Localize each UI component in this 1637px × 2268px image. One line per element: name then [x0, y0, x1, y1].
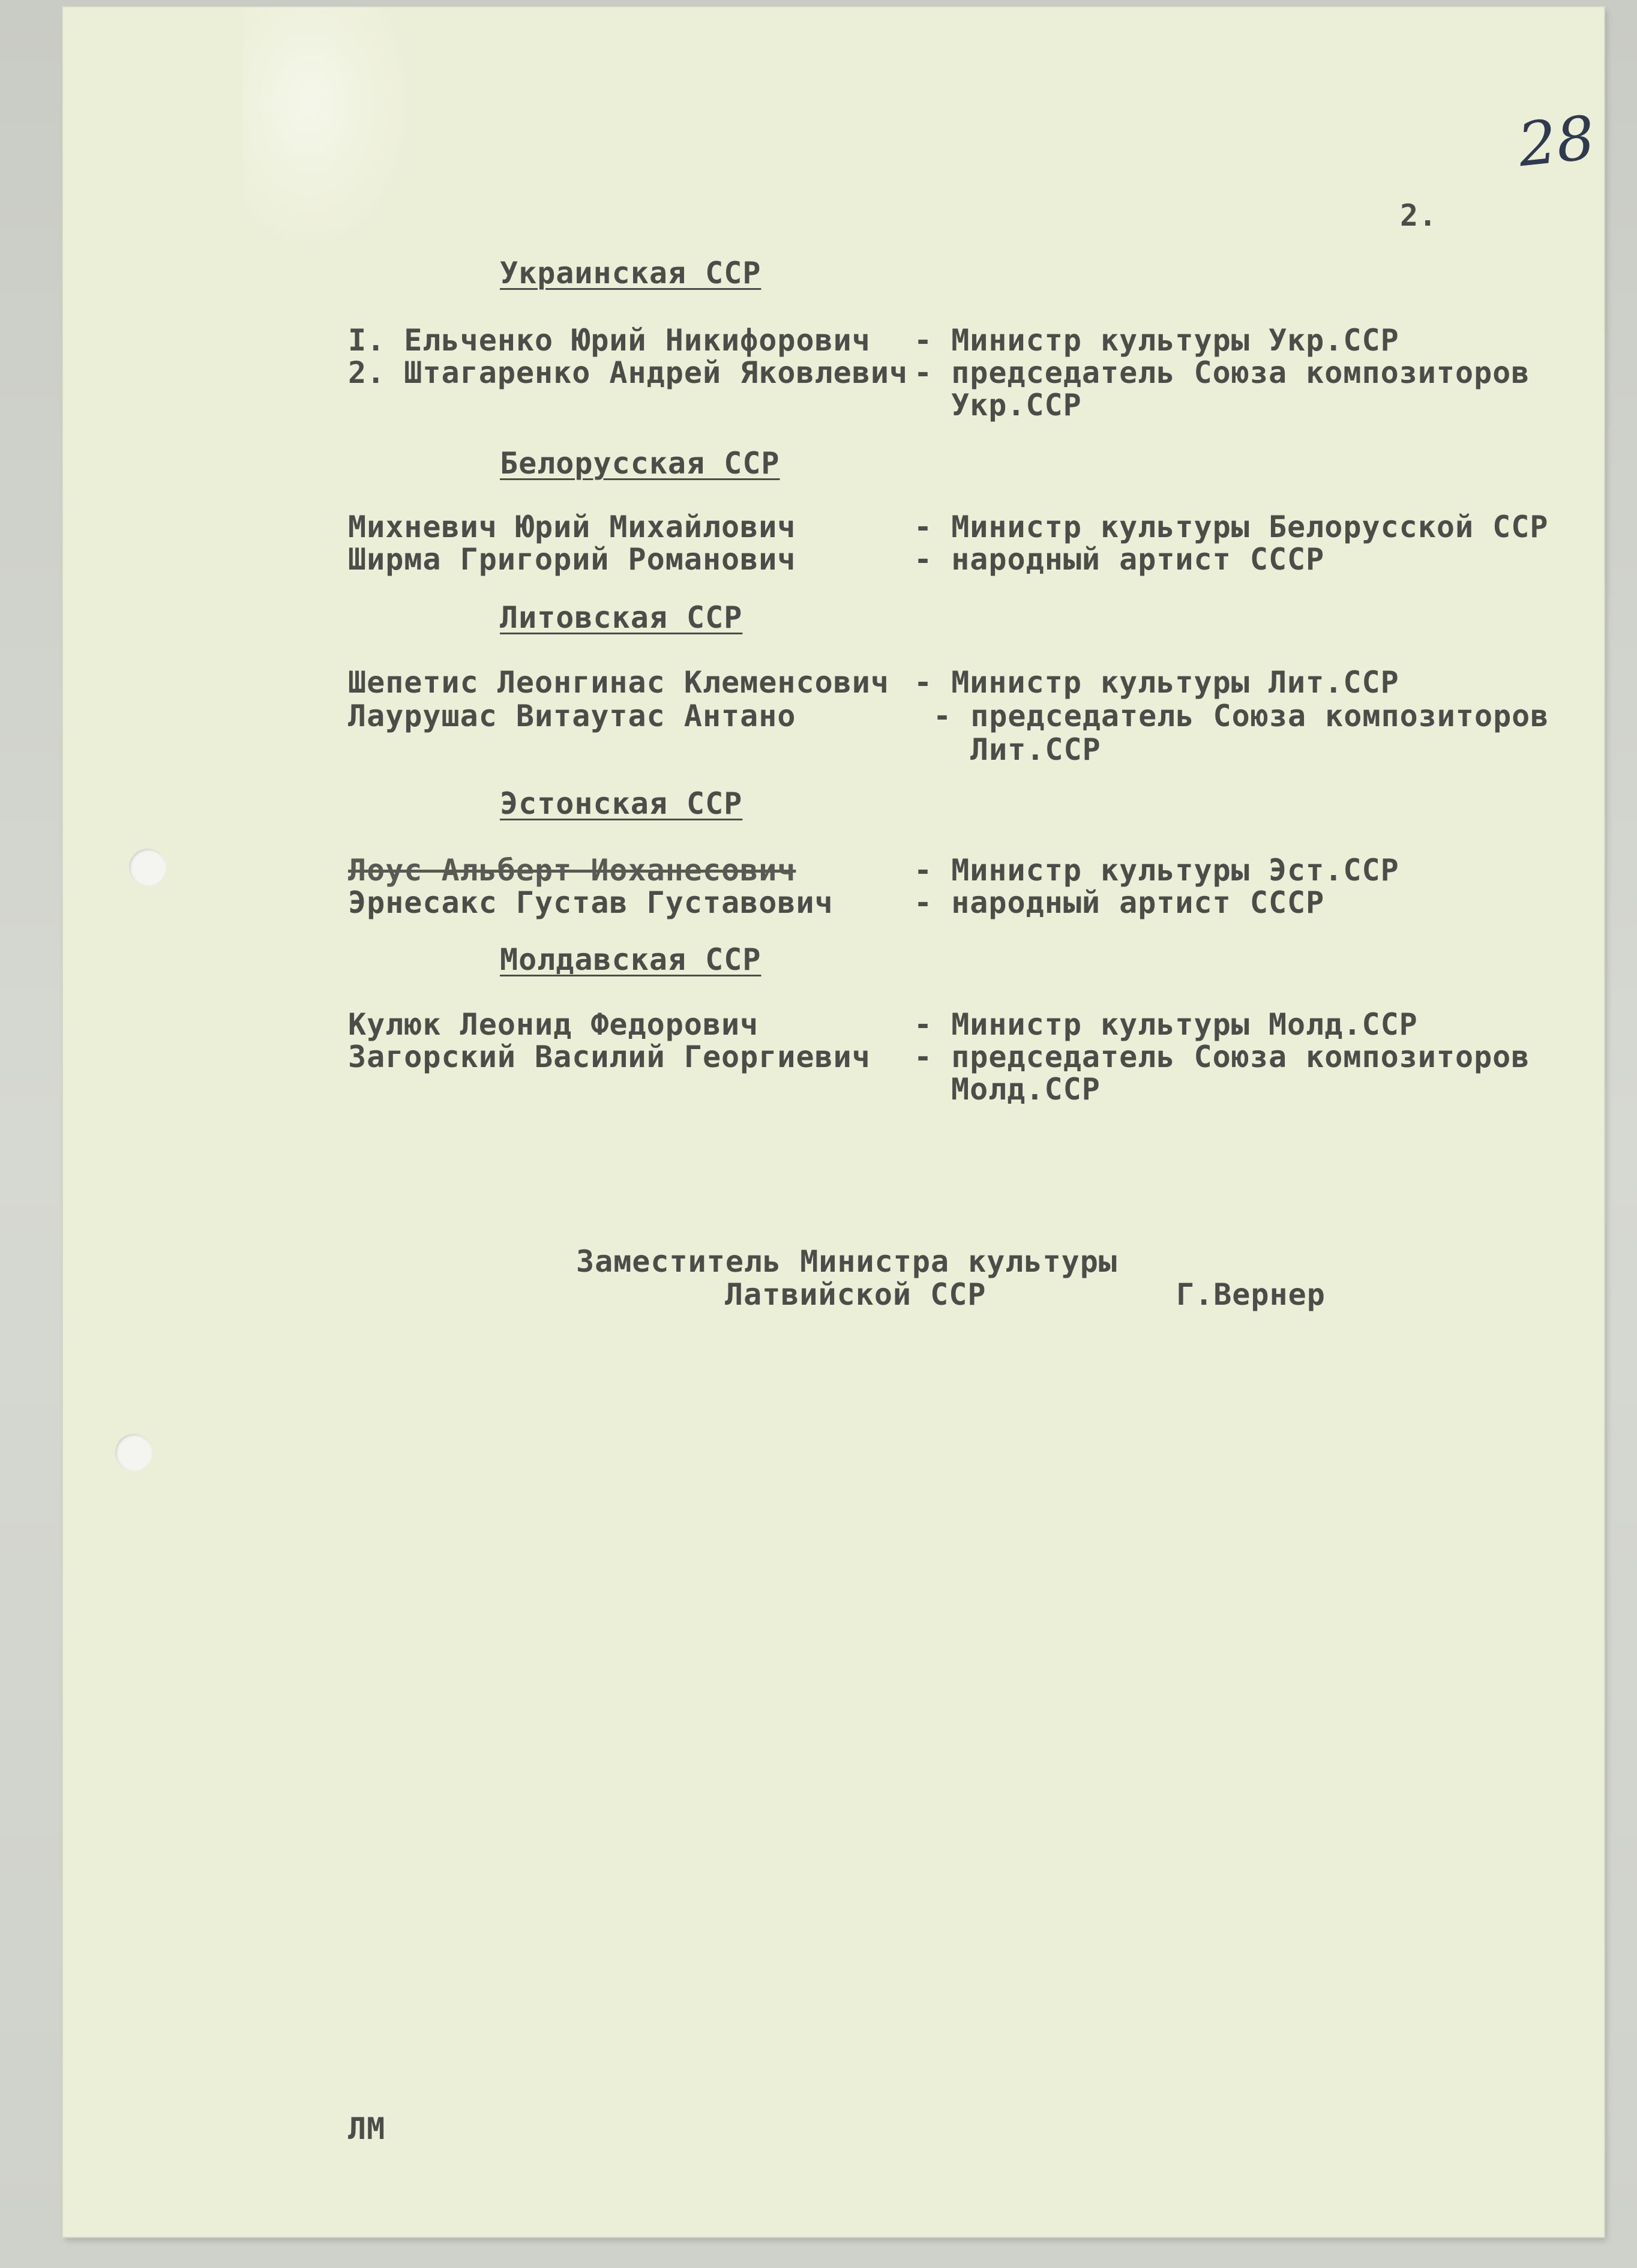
member-position: - Министр культуры Укр.ССР — [914, 323, 1399, 358]
section-heading: Молдавская ССР — [500, 942, 761, 977]
page-number: 2. — [1400, 198, 1438, 233]
member-position: - народный артист СССР — [914, 542, 1325, 577]
member-name: Загорский Василий Георгиевич — [348, 1039, 871, 1074]
member-position-continued: Молд.ССР — [951, 1072, 1101, 1107]
member-position: - председатель Союза композиторов — [914, 355, 1530, 390]
signature-title: Заместитель Министра культуры — [576, 1244, 1117, 1279]
member-position: - народный артист СССР — [914, 885, 1325, 920]
member-position: - Министр культуры Молд.ССР — [914, 1007, 1418, 1042]
member-position: - Министр культуры Белорусской ССР — [914, 510, 1549, 544]
member-name-struck-out: Лоус Альберт Иоханесович — [348, 853, 796, 888]
section-heading: Белорусская ССР — [500, 446, 780, 481]
signature-title-line2: Латвийской ССР — [725, 1277, 987, 1312]
member-position: - Министр культуры Эст.ССР — [914, 853, 1399, 888]
section-heading: Литовская ССР — [500, 600, 743, 635]
member-position-continued: Лит.ССР — [970, 732, 1101, 767]
document-page — [63, 7, 1604, 2237]
member-name: 2. Штагаренко Андрей Яковлевич — [348, 355, 909, 390]
member-name: Ширма Григорий Романович — [348, 542, 796, 577]
member-position-continued: Укр.ССР — [951, 388, 1082, 423]
member-name: Шепетис Леонгинас Клеменсович — [348, 665, 889, 700]
punch-hole-upper — [129, 849, 166, 886]
signatory-name: Г.Вернер — [1176, 1277, 1326, 1312]
member-position: - Министр культуры Лит.ССР — [914, 665, 1399, 700]
member-name: Кулюк Леонид Федорович — [348, 1007, 759, 1042]
punch-hole-lower — [115, 1434, 152, 1471]
typist-initials: ЛМ — [348, 2111, 386, 2146]
member-name: Эрнесакс Густав Густавович — [348, 885, 834, 920]
section-heading: Украинская ССР — [500, 256, 761, 290]
paper-fold-highlight — [243, 7, 411, 247]
section-heading: Эстонская ССР — [500, 786, 743, 821]
member-position: - председатель Союза композиторов — [914, 1039, 1530, 1074]
folio-number: 28 — [1515, 102, 1599, 181]
member-position: - председатель Союза композиторов — [933, 699, 1549, 733]
member-name: Михневич Юрий Михайлович — [348, 510, 796, 544]
member-name: I. Ельченко Юрий Никифорович — [348, 323, 871, 358]
member-name: Лаурушас Витаутас Антано — [348, 699, 796, 733]
